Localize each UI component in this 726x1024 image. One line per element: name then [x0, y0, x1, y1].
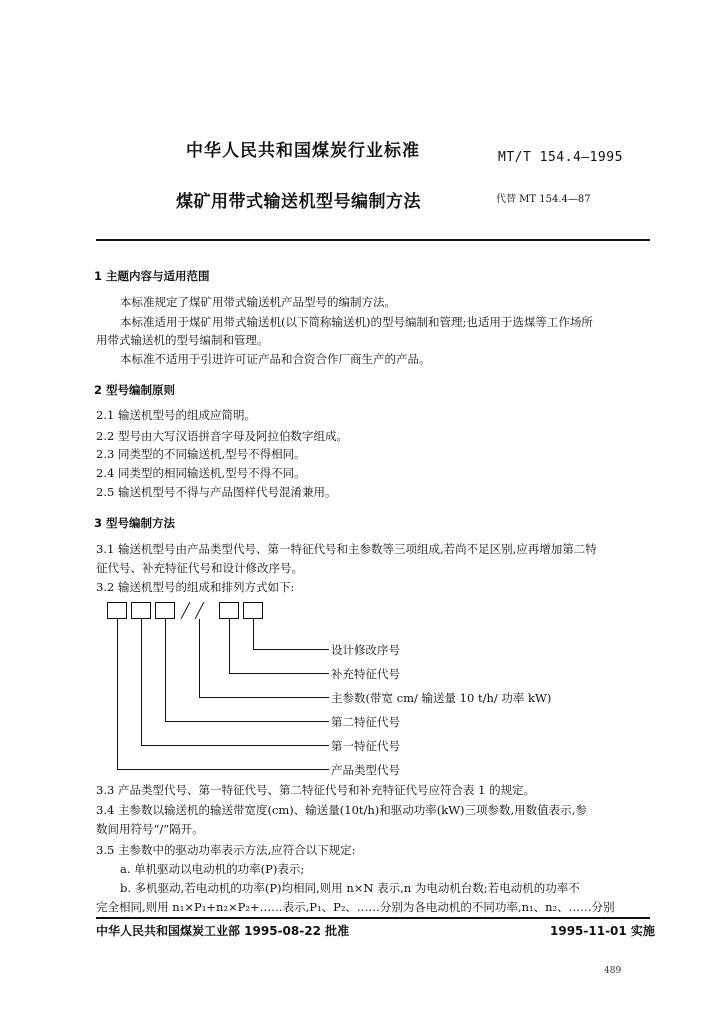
- leader-v-design-revision: [253, 619, 254, 650]
- clause-2-2: 2.2 型号由大写汉语拼音字母及阿拉伯数字组成。: [96, 429, 348, 443]
- leader-h-second-feature: [165, 721, 329, 722]
- clause-3-5-b2: 完全相同,则用 n₁×P₁+n₂×P₂+……表示,P₁、P₂、……分别为各电动机的不同功率,n₁、n₂、……分别: [96, 900, 615, 914]
- leader-v-second-feature: [165, 619, 166, 722]
- leader-h-first-feature: [141, 745, 329, 746]
- clause-3-3: 3.3 产品类型代号、第一特征代号、第二特征代号和补充特征代号应符合表 1 的规定。: [96, 783, 536, 797]
- box-second-feature: [155, 602, 175, 619]
- label-design-revision: 设计修改序号: [331, 643, 400, 657]
- clause-2-5: 2.5 输送机型号不得与产品图样代号混淆兼用。: [96, 485, 337, 499]
- standard-code: MT/T 154.4—1995: [498, 150, 623, 165]
- leader-h-main-param: [199, 697, 329, 698]
- label-first-feature: 第一特征代号: [331, 739, 400, 753]
- clause-3-2: 3.2 输送机型号的组成和排列方式如下:: [96, 580, 295, 594]
- clause-3-5: 3.5 主参数中的驱动功率表示方法,应符合以下规定:: [96, 843, 356, 857]
- clause-3-5-b1: b. 多机驱动,若电动机的功率(P)均相同,则用 n×N 表示,n 为电动机台数;若电动机的功率不: [120, 881, 580, 895]
- header-rule: [96, 239, 650, 241]
- leader-v-main-param: [199, 619, 200, 698]
- leader-h-product-type: [117, 769, 329, 770]
- effective-date: 1995-11-01 实施: [550, 924, 655, 938]
- clause-3-4a: 3.4 主参数以输送机的输送带宽度(cm)、输送量(10t/h)和驱动功率(kW)三项参数,用数值表示,参: [96, 803, 587, 817]
- clause-2-4: 2.4 同类型的相同输送机,型号不得不同。: [96, 466, 306, 480]
- clause-2-1: 2.1 输送机型号的组成应简明。: [96, 408, 256, 422]
- document-title: 煤矿用带式输送机型号编制方法: [176, 192, 421, 212]
- issuer-approval: 中华人民共和国煤炭工业部 1995-08-22 批准: [96, 924, 350, 938]
- leader-v-first-feature: [141, 619, 142, 746]
- label-main-parameter: 主参数(带宽 cm/ 输送量 10 t/h/ 功率 kW): [331, 691, 552, 705]
- leader-v-product-type: [117, 619, 118, 770]
- box-first-feature: [131, 602, 151, 619]
- footer-rule: [96, 917, 650, 919]
- box-design-revision: [243, 602, 263, 619]
- clause-3-1b: 征代号、补充特征代号和设计修改序号。: [96, 561, 303, 575]
- clause-3-1a: 3.1 输送机型号由产品类型代号、第一特征代号和主参数等三项组成,若尚不足区别,应再增加第二特: [96, 542, 597, 556]
- box-product-type: [107, 602, 127, 619]
- box-supplementary-feature: [219, 602, 239, 619]
- separator-slash-2: [195, 602, 205, 619]
- leader-v-supplementary: [229, 619, 230, 674]
- section-2-title: 2 型号编制原则: [94, 383, 176, 397]
- section-1-para-2a: 本标准适用于煤矿用带式输送机(以下简称输送机)的型号编制和管理;也适用于选煤等工作场所: [120, 315, 593, 329]
- page-number: 489: [604, 966, 622, 976]
- org-title: 中华人民共和国煤炭行业标准: [186, 141, 420, 161]
- section-1-para-2b: 用带式输送机的型号编制和管理。: [96, 333, 269, 347]
- section-1-para-3: 本标准不适用于引进许可证产品和合资合作厂商生产的产品。: [120, 352, 431, 366]
- separator-slash-1: [181, 602, 191, 619]
- leader-h-design-revision: [253, 649, 329, 650]
- section-1-title: 1 主题内容与适用范围: [94, 269, 210, 283]
- label-second-feature: 第二特征代号: [331, 715, 400, 729]
- clause-2-3: 2.3 同类型的不同输送机,型号不得相同。: [96, 447, 306, 461]
- section-3-title: 3 型号编制方法: [94, 516, 176, 530]
- leader-h-supplementary: [229, 673, 329, 674]
- clause-3-5-a: a. 单机驱动以电动机的功率(P)表示;: [120, 862, 305, 876]
- replaces-note: 代替 MT 154.4—87: [496, 194, 591, 205]
- clause-3-4b: 数间用符号“/”隔开。: [96, 822, 204, 836]
- section-1-para-1: 本标准规定了煤矿用带式输送机产品型号的编制方法。: [120, 295, 396, 309]
- label-product-type: 产品类型代号: [331, 763, 400, 777]
- label-supplementary-feature: 补充特征代号: [331, 667, 400, 681]
